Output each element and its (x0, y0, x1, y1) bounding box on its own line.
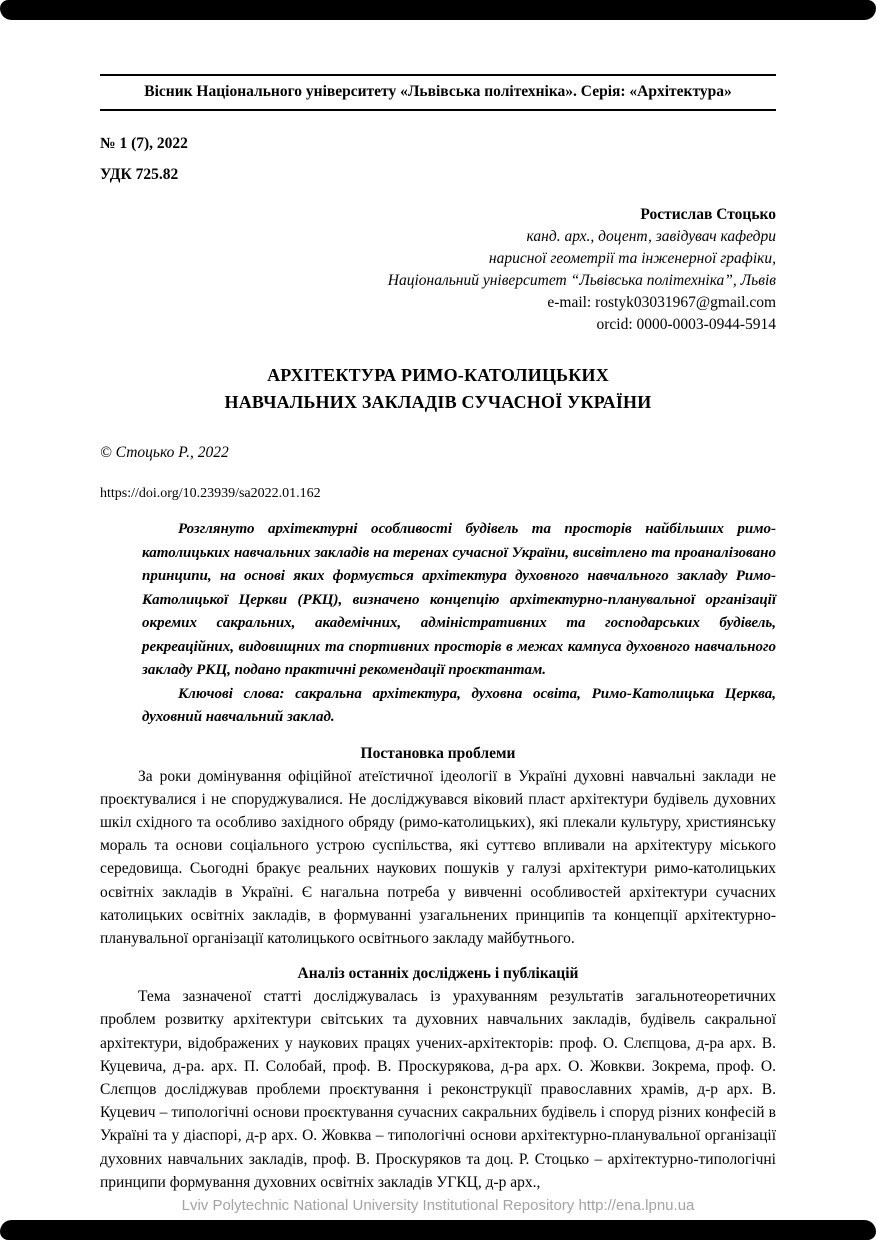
doi-link[interactable]: https://doi.org/10.23939/sa2022.01.162 (100, 486, 321, 501)
section-heading-problem-statement: Постановка проблеми (360, 744, 516, 762)
author-email: e-mail: rostyk03031967@gmail.com (547, 294, 776, 311)
author-affiliation-line: Національний університет “Львівська політехніка”, Львів (387, 272, 776, 289)
author-name: Ростислав Стоцько (640, 206, 776, 223)
top-edge-bar (0, 0, 876, 20)
section-heading-recent-research: Аналіз останніх досліджень і публікацій (297, 965, 579, 983)
author-orcid: orcid: 0000-0003-0944-5914 (596, 316, 776, 333)
copyright-note: © Стоцько Р., 2022 (100, 444, 229, 461)
abstract-block (142, 518, 776, 730)
abstract-text: Розглянуто архітектурні особливості будівель та просторів найбільших римо-католицьких навчальних закладів на теренах сучасної України, висвітлено та проаналізовано принципи, на основі яких формується архітектура духовного навчального закладу Римо-Католицької Церкви (РКЦ), визначено концепцію архітектурно-планувальної організації окремих сакральних, академічних, адміністративних та господарських будівель, рекреаційних, видовищних та спортивних просторів в межах кампуса духовного навчального закладу РКЦ, подано практичні рекомендації проєктантам. (142, 521, 776, 678)
repository-footer: Lviv Polytechnic National University Institutional Repository http://ena.lpnu.ua (181, 1197, 695, 1214)
issue-number: № 1 (7), 2022 (100, 135, 188, 152)
keywords-text: Ключові слова: сакральна архітектура, духовна освіта, Римо-Католицька Церква, духовний навчальний заклад. (142, 685, 776, 725)
udk-number: УДК 725.82 (100, 166, 179, 183)
section-body-problem-statement: За роки домінування офіційної атеїстичної ідеології в Україні духовні навчальні заклади не проєктувалися і не споруджувалися. Не досліджувався віковий пласт архітектури будівель духовних шкіл східного та особливо західного обряду (римо-католицьких), які плекали культуру, християнську мораль та основи соціального устрою суспільства, які суттєво впливали на архітектуру міського середовища. Сьогодні бракує реальних наукових пошуків у галузі архітектури римо-католицьких освітніх закладів в Україні. Є нагальна потреба у вивченні особливостей архітектури сучасних католицьких освітніх закладів, в формуванні узагальнених принципів та концепції архітектурно-планувальної організації католицького освітнього закладу майбутнього. (100, 767, 776, 947)
section-body-recent-research: Тема зазначеної статті досліджувалась із урахуванням результатів загальнотеоретичних проблем розвитку архітектури світських та духовних навчальних закладів, будівель сакральної архітектури, відображених у наукових працях учених-архітекторів: проф. О. Слєпцова, д-ра арх. В. Куцевича, д-ра. арх. П. Солобай, проф. В. Проскурякова, д-ра арх. О. Жовкви. Зокрема, проф. О. Слєпцов досліджував проблеми проєктування і реконструкції православних храмів, д-р арх. В. Куцевич – типологічні основи проєктування сучасних сакральних будівель і споруд різних конфесій в Україні та у діаспорі, д-р арх. О. Жовква – типологічні основи архітектурно-планувальної організації духовних навчальних закладів, проф. В. Проскуряков та доц. Р. Стоцько – архітектурно-типологічні принципи формування духовних освітніх закладів УГКЦ, д-р арх., (100, 988, 776, 1191)
author-affiliation-line: нарисної геометрії та інженерної графіки, (488, 250, 776, 267)
article-title (100, 362, 776, 416)
journal-header: Вісник Національного університету «Львівська політехніка». Серія: «Архітектура» (100, 74, 776, 111)
author-block (100, 204, 776, 336)
bottom-edge-bar (0, 1220, 876, 1240)
page-content (100, 74, 776, 1194)
article-title-line-2: НАВЧАЛЬНИХ ЗАКЛАДІВ СУЧАСНОЇ УКРАЇНИ (224, 392, 652, 412)
author-affiliation-line: канд. арх., доцент, завідувач кафедри (526, 228, 776, 245)
article-title-line-1: АРХІТЕКТУРА РИМО-КАТОЛИЦЬКИХ (267, 365, 609, 385)
